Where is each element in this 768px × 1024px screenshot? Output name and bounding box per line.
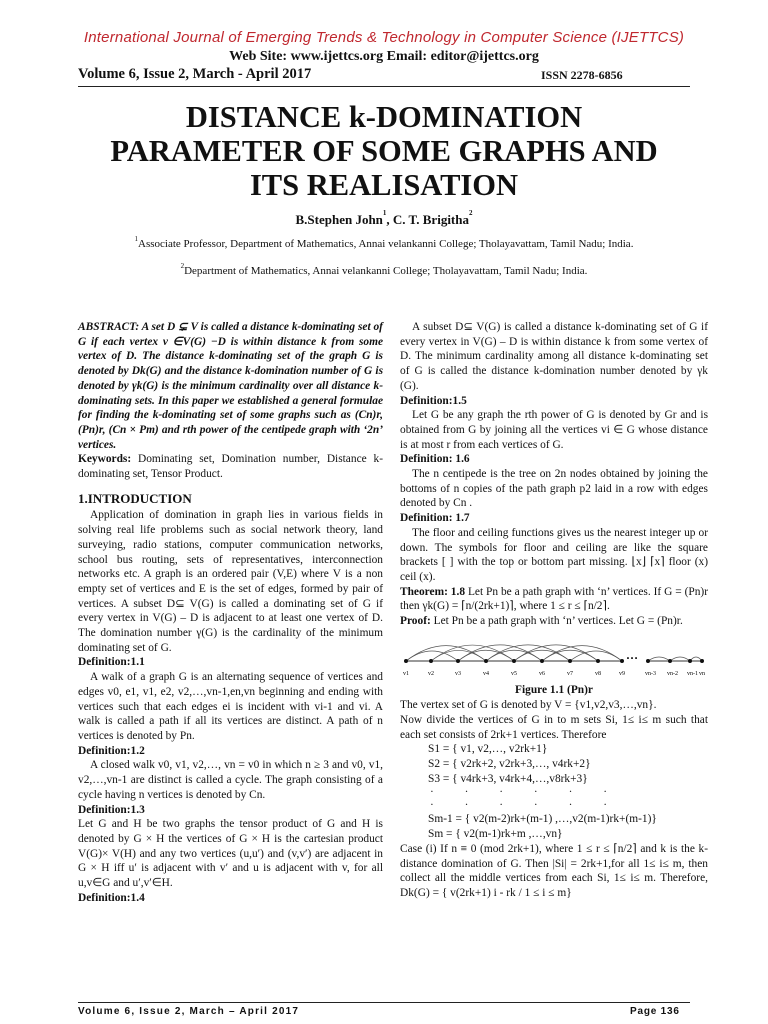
power-edge-arc xyxy=(542,645,622,660)
vertex-label: v6 xyxy=(539,670,545,677)
footer-page-number: Page 136 xyxy=(630,1006,680,1017)
footer-volume: Volume 6, Issue 2, March – April 2017 xyxy=(78,1006,300,1017)
definition-1-3-text: Let G and H be two graphs the tensor product of G and H is denoted by G × H the vertices of G × H is the cartesian product V(G)× V(H) and any two vertices (u,u′) and (v,v′) are adjacent in G × H iff u′ is adjacent with v′ and u is adjacent with v, for all u,v∈G and u′,v′∈H. xyxy=(78,818,383,890)
set-s1: S1 = { v1, v2,…, v2rk+1} xyxy=(428,743,548,756)
author-1-affil: 1 xyxy=(382,209,387,217)
figure-path-graph-power xyxy=(400,633,708,684)
vertex-label: vn-2 xyxy=(667,670,678,677)
vertex-label: v4 xyxy=(483,670,489,677)
vertex-label: vn xyxy=(699,670,705,677)
path-graph-figure xyxy=(400,633,708,679)
paper-title xyxy=(78,100,690,202)
vertex-node xyxy=(688,659,692,663)
theorem-text: Let Pn be a path graph with ‘n’ vertices. If G = (Pn)r then γk(G) = ⌈n/(2rk+1)⌉, where 1 ≤ r ≤ ⌈n/2⌉. xyxy=(400,585,708,613)
author-1: B.Stephen John xyxy=(295,212,383,227)
path-continuation-dots: … xyxy=(626,647,638,662)
definition-1-5-text: Let G be any graph the rth power of G is denoted by Gr and is obtained from G by joining all the vertices vi ∈ G whose distance is at most r from each vertices of G. xyxy=(400,409,708,451)
vertex-node xyxy=(568,659,572,663)
proof-text: Let Pn be a path graph with ‘n’ vertices. Let G = (Pn)r. xyxy=(430,615,683,628)
vertex-label: v2 xyxy=(428,670,434,677)
abstract-label: ABSTRACT: xyxy=(78,321,140,333)
definition-1-2-text: A closed walk v0, v1, v2,…, vn = v0 in which n ≥ 3 and v0, v1, v2,…,vn-1 are distinct is called a cycle. The graph consisting of a cycle having n vertices is denoted by Cn. xyxy=(78,759,383,801)
definition-1-6-text: The n centipede is the tree on 2n nodes obtained by joining the bottoms of n copies of the path graph p2 laid in a row with edges denoted by Cn . xyxy=(400,468,708,510)
theorem-1-8 xyxy=(400,585,708,614)
power-edge-arc xyxy=(648,657,670,661)
set-s2: S2 = { v2rk+2, v2rk+3,…, v4rk+2} xyxy=(428,757,591,770)
power-edge-arc xyxy=(670,657,690,661)
vertex-node xyxy=(700,659,704,663)
title-line-2: PARAMETER OF SOME GRAPHS AND xyxy=(110,134,658,168)
power-edge-arc xyxy=(406,645,486,660)
affiliation-2-mark: 2 xyxy=(180,262,185,270)
definition-1-2-heading: Definition:1.2 xyxy=(78,744,145,757)
right-column xyxy=(400,320,708,901)
section-heading-introduction: 1.INTRODUCTION xyxy=(78,490,192,506)
abstract xyxy=(78,320,383,452)
figure-caption: Figure 1.1 (Pn)r xyxy=(515,684,593,697)
vertex-node xyxy=(646,659,650,663)
journal-name: International Journal of Emerging Trends & Technology in Computer Science (IJETTCS) xyxy=(83,29,685,46)
left-column xyxy=(78,320,383,905)
vertex-set-text: The vertex set of G is denoted by V = {v1,v2,v3,…,vn}. xyxy=(400,699,657,712)
intro-paragraph: Application of domination in graph lies in various fields in solving real life problems such as social network theory, land surveying, radio stations, computer communication networks, school bus routing, sets of representatives, interconnection networks etc. A graph is an ordered pair (V,E) where V is a non empty set of vertices and E is the set of edges, formed by pair of vertices. A subset D⊆ V(G) is called a dominating set of G if every vertex in V(G) – D is adjacent to at least one vertex of D. The domination number γ(G) is the cardinality of the minimum dominating set of G. xyxy=(78,509,383,654)
ellipsis-dots-2: · · · · · · xyxy=(430,799,621,812)
definition-1-1-text: A walk of a graph G is an alternating sequence of vertices and edges v0, e1, v1, e2, v2,…,vn-1,en,vn beginning and ending with vertices such that each edges ei is incident with vi-1 and vi. A walk is called a path if all its vertices are distinct. A path of n vertices is denoted by Pn. xyxy=(78,671,383,742)
author-sep: , xyxy=(386,212,393,227)
vertex-label: v9 xyxy=(619,670,625,677)
vertex-node xyxy=(429,659,433,663)
author-2-affil: 2 xyxy=(469,209,473,217)
title-line-1: DISTANCE k-DOMINATION xyxy=(185,100,583,134)
footer-divider xyxy=(78,1002,690,1003)
vertex-node xyxy=(456,659,460,663)
affiliation-1-mark: 1 xyxy=(134,235,139,243)
journal-website: Web Site: www.ijettcs.org Email: editor@ijettcs.org xyxy=(229,49,539,64)
definition-1-6-heading: Definition: 1.6 xyxy=(400,453,470,466)
vertex-label: v7 xyxy=(567,670,573,677)
vertex-node xyxy=(484,659,488,663)
vertex-label: v3 xyxy=(455,670,461,677)
abstract-text: A set D ⊊ V is called a distance k-dominating set of G if each vertex v ∈V(G) −D is within distance k from some vertex of D. The distance k-dominating set of the graph G is denoted by Dk(G) and the distance k-domination number of G is denoted by γk(G) is the minimum cardinality over all distance k-dominating sets. In this paper we established a general formulae for finding the k-dominating set of some graphs such as (Cn)r, (Pn)r, (Cn × Pm) and rth power of the centipede graph with ‘2n’ vertices. xyxy=(78,321,383,451)
keywords-text: Dominating set, Domination number, Distance k- dominating set, Tensor Product. xyxy=(78,453,383,481)
header-divider xyxy=(78,86,690,87)
keywords xyxy=(78,452,383,481)
partition-text: Now divide the vertices of G in to m sets Si, 1≤ i≤ m such that each set consists of 2rk+1 vertices. Therefore xyxy=(400,713,708,741)
affiliation-1 xyxy=(0,235,768,250)
vertex-label: v5 xyxy=(511,670,517,677)
affiliation-2 xyxy=(0,262,768,277)
vertex-label: v1 xyxy=(403,670,409,677)
vertex-node xyxy=(540,659,544,663)
vertex-node xyxy=(668,659,672,663)
vertex-node xyxy=(596,659,600,663)
affiliation-1-text: Associate Professor, Department of Mathematics, Annai velankanni College; Tholayavattam, Tamil Nadu; India. xyxy=(138,238,634,250)
proof xyxy=(400,614,708,629)
volume-issue: Volume 6, Issue 2, March - April 2017 xyxy=(78,66,312,82)
ellipsis-dots-1: · · · · · · xyxy=(430,786,621,799)
vertex-node xyxy=(620,659,624,663)
definition-1-4-heading: Definition:1.4 xyxy=(78,891,145,904)
title-line-3: ITS REALISATION xyxy=(249,168,519,202)
vertex-node xyxy=(512,659,516,663)
set-sm-1: Sm-1 = { v2(m-2)rk+(m-1) ,…,v2(m-1)rk+(m-1)} xyxy=(428,813,657,826)
author-2: C. T. Brigitha xyxy=(392,212,469,227)
keywords-label: Keywords: xyxy=(78,453,132,466)
proof-label: Proof: xyxy=(400,615,431,628)
affiliation-2-text: Department of Mathematics, Annai velankanni College; Tholayavattam, Tamil Nadu; India. xyxy=(184,265,588,277)
set-s3: S3 = { v4rk+3, v4rk+4,…,v8rk+3} xyxy=(428,772,588,785)
definition-1-1-heading: Definition:1.1 xyxy=(78,656,145,669)
theorem-label: Theorem: 1.8 xyxy=(400,585,466,598)
definition-1-4-text: A subset D⊆ V(G) is called a distance k-dominating set of G if every vertex in V(G) – D is within distance k from some vertex of D. The minimum cardinality among all distance k-dominating set of G is called the distance k-domination number denoted by γk (G). xyxy=(400,321,708,392)
set-sm: Sm = { v2(m-1)rk+m ,…,vn} xyxy=(428,828,563,841)
definition-1-7-text: The floor and ceiling functions gives us the nearest integer up or down. The symbols for floor and ceiling are like the square brackets [ ] with the top or bottom part missing. ⌊x⌋ ⌈x⌉ floor (x) ceil (x). xyxy=(400,526,708,583)
definition-1-3-heading: Definition:1.3 xyxy=(78,803,145,816)
issn: ISSN 2278-6856 xyxy=(541,68,623,82)
definition-1-7-heading: Definition: 1.7 xyxy=(400,512,470,525)
vertex-label: vn-1 xyxy=(687,670,698,677)
vertex-node xyxy=(404,659,408,663)
definition-1-5-heading: Definition:1.5 xyxy=(400,394,467,407)
case-i-text: Case (i) If n ≡ 0 (mod 2rk+1), where 1 ≤ r ≤ ⌈n/2⌉ and k is the k-distance domination of G. Then |Si| = 2rk+1,for all 1≤ i≤ m, then collect all the middle vertices from each Si, 1≤ i≤ m. Therefore, Dk(G) = { v(2rk+1) i - rk / 1 ≤ i ≤ m} xyxy=(400,842,708,899)
author-list xyxy=(0,209,768,228)
vertex-label: v8 xyxy=(595,670,601,677)
vertex-label: vn-3 xyxy=(645,670,656,677)
